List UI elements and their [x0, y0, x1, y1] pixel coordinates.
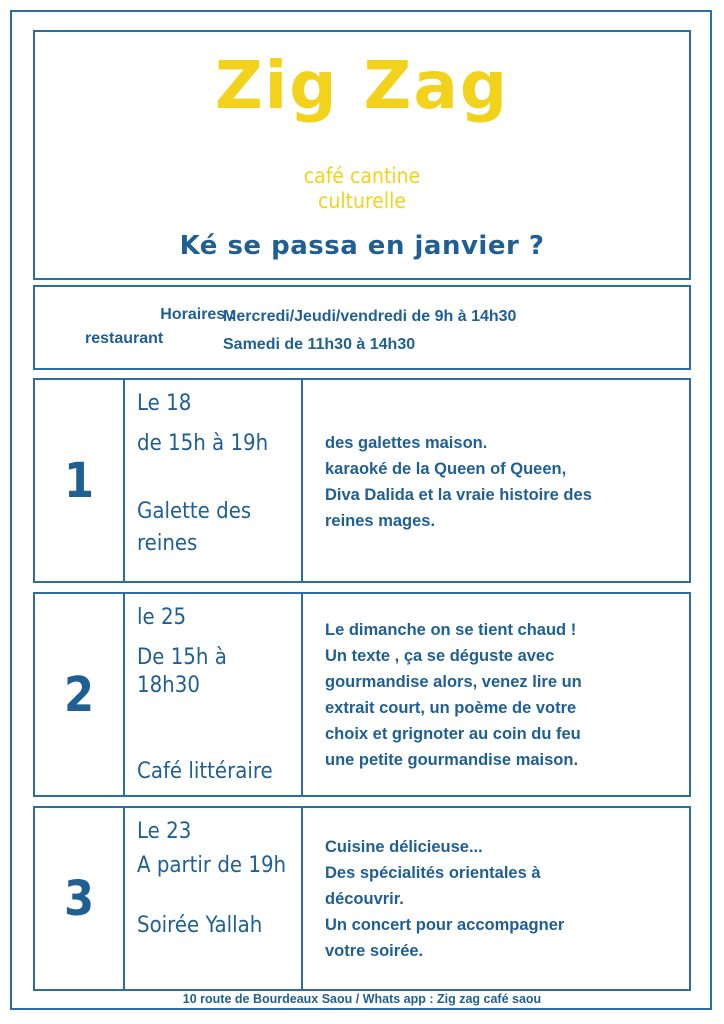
desc-line: extrait court, un poème de votre [325, 698, 577, 717]
desc-line: Cuisine délicieuse... [325, 837, 483, 856]
hours-line-1: Mercredi/Jeudi/vendredi de 9h à 14h30 [223, 308, 517, 325]
event-date: Le 18 [137, 391, 192, 416]
desc-line: découvrir. [325, 889, 404, 908]
desc-line: Des spécialités orientales à [325, 863, 541, 882]
subtitle [35, 164, 689, 214]
logo: Zig Zag [214, 47, 510, 124]
desc-line: choix et grignoter au coin du feu [325, 724, 581, 743]
hours-line-2: Samedi de 11h30 à 14h30 [223, 336, 416, 353]
desc-line: karaoké de la Queen of Queen, [325, 460, 567, 478]
event-number: 2 [35, 594, 125, 795]
desc-line: Diva Dalida et la vraie histoire des [325, 486, 592, 504]
event-1 [33, 378, 691, 583]
subtitle-line-2: culturelle [317, 189, 407, 213]
desc-line: votre soirée. [325, 941, 424, 960]
event-description [303, 380, 689, 581]
hours-box [33, 285, 691, 370]
event-title-line-1: Galette des [137, 499, 252, 524]
event-time: A partir de 19h [137, 853, 287, 878]
hours-schedule [223, 303, 516, 359]
desc-line: Le dimanche on se tient chaud ! [325, 620, 577, 639]
desc-line: des galettes maison. [325, 434, 488, 452]
event-title-line-1: Café littéraire [137, 759, 273, 784]
subtitle-line-1: café cantine [303, 164, 421, 188]
footer-address: 10 route de Bourdeaux Saou / Whats app : Zig zag café saou [182, 992, 542, 1006]
hours-label-line-1: Horaires : [160, 306, 235, 323]
hours-label [85, 303, 235, 351]
event-2 [33, 592, 691, 797]
desc-line: reines mages. [325, 512, 436, 530]
desc-line: Un texte , ça se déguste avec [325, 646, 555, 665]
event-info [125, 594, 303, 795]
desc-line: gourmandise alors, venez lire un [325, 672, 582, 691]
event-number: 1 [35, 380, 125, 581]
event-date: le 25 [137, 605, 187, 630]
event-time: De 15h à 18h30 [137, 645, 227, 698]
event-number: 3 [35, 808, 125, 989]
event-description [303, 808, 689, 989]
hours-label-line-2: restaurant [85, 330, 164, 347]
event-title-line-2: reines [137, 531, 198, 556]
event-3 [33, 806, 691, 991]
event-info [125, 808, 303, 989]
desc-line: Un concert pour accompagner [325, 915, 565, 934]
event-time: de 15h à 19h [137, 431, 269, 456]
event-description [303, 594, 689, 795]
event-date: Le 23 [137, 819, 192, 844]
event-info [125, 380, 303, 581]
header-box [33, 30, 691, 280]
desc-line: une petite gourmandise maison. [325, 750, 579, 769]
headline: Ké se passa en janvier ? [179, 231, 545, 261]
event-title-line-1: Soirée Yallah [137, 913, 263, 938]
